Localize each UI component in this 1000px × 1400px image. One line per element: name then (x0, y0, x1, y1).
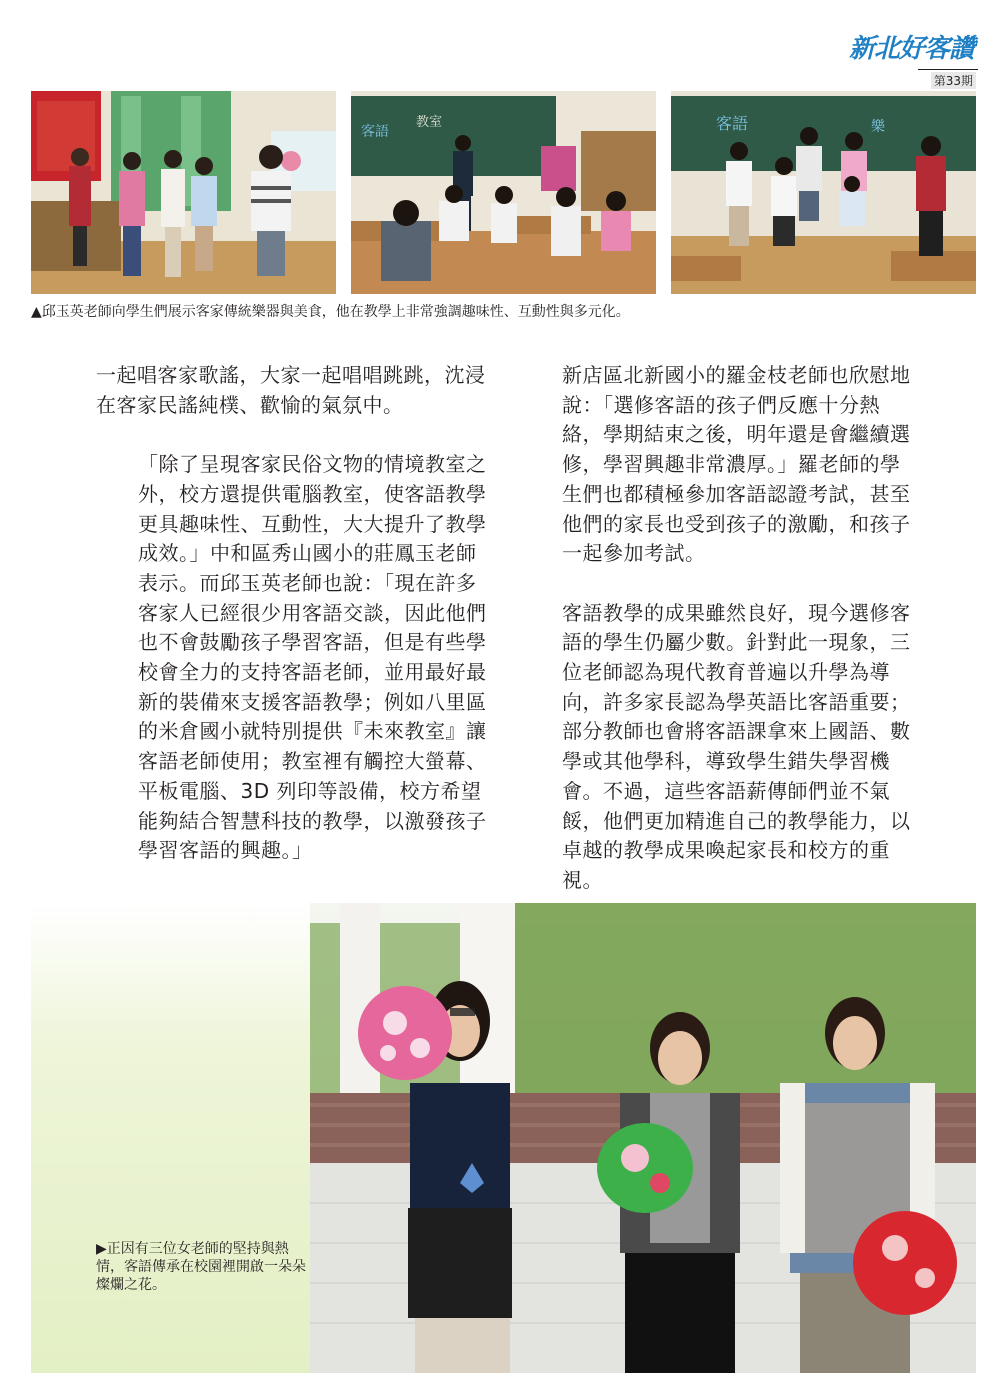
board-text-posing-left: 客語 (716, 114, 749, 133)
photo-students-posing-image (671, 91, 976, 294)
article-paragraph: 新店區北新國小的羅金枝老師也欣慰地說：「選修客語的孩子們反應十分熱絡，學期結束之後，明年還是會繼續選修，學習興趣非常濃厚。」羅老師的學生們也都積極參加客語認證考試，甚至他們的家長也受到孩子的激勵，和孩子一起參加考試。 (562, 363, 911, 566)
article-paragraph: 「除了呈現客家民俗文物的情境教室之外，校方還提供電腦教室，使客語教學更具趣味性、互動性，大大提升了教學成效。」中和區秀山國小的莊鳳玉老師表示。而邱玉英老師也說：「現在許多客家人已經很少用客語交談，因此他們也不會鼓勵孩子學習客語，但是有些學校會全力的支持客語老師，並用最好最新的裝備來支援客語教學；例如八里區的米倉國小就特別提供『未來教室』讓客語老師使用；教室裡有觸控大螢幕、平板電腦、3D 列印等設備，校方希望能夠結合智慧科技的教學，以激發孩子學習客語的興趣。」 (138, 452, 487, 863)
magazine-logo: 新北好客讚 (848, 34, 974, 64)
photo-classroom-teacher (351, 91, 656, 294)
board-text-posing-right: 樂 (871, 119, 885, 135)
article-paragraph: 一起唱客家歌謠，大家一起唱唱跳跳，沈浸在客家民謠純樸、歡愉的氣氛中。 (96, 363, 486, 417)
article-paragraph: 客語教學的成果雖然良好，現今選修客語的學生仍屬少數。針對此一現象，三位老師認為現代教育普遍以升學為導向，許多家長認為學英語比客語重要；部分教師也會將客語課拿來上國語、數學或其他學科，導致學生錯失學習機會。不過，這些客語薪傳師們並不氣餒，他們更加精進自己的教學能力，以卓越的教學成果喚起家長和校方的重視。 (562, 600, 911, 892)
photo-caption-bottom: ▶正因有三位女老師的堅持與熱情，客語傳承在校園裡開啟一朵朵燦爛之花。 (96, 1241, 306, 1293)
photo-students-dancing (31, 91, 336, 294)
photo-students-posing (671, 91, 976, 294)
photo-caption-top: ▲邱玉英老師向學生們展示客家傳統樂器與美食，他在教學上非常強調趣味性、互動性與多元化。 (31, 304, 630, 320)
board-text-mid: 教室 (416, 115, 443, 130)
photo-three-teachers-image (310, 903, 976, 1373)
photo-three-teachers (310, 903, 976, 1373)
photo-students-dancing-image (31, 91, 336, 294)
masthead (848, 28, 978, 90)
article-column-right (520, 361, 912, 896)
board-text-left: 客語 (361, 124, 389, 140)
article-column-left (96, 361, 488, 866)
issue-rule (918, 69, 978, 70)
issue-number: 第33期 (931, 72, 976, 89)
caption-panel-background (31, 903, 310, 1373)
photo-classroom-teacher-image (351, 91, 656, 294)
